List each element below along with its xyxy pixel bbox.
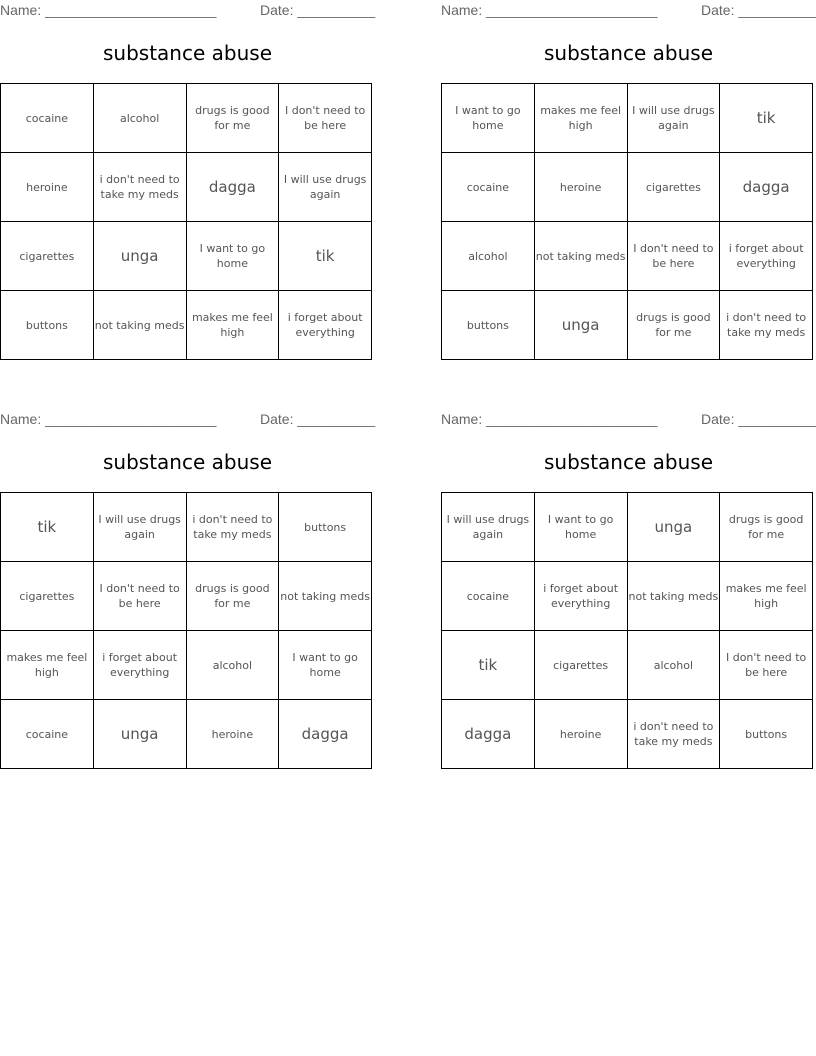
bingo-cell: i forget about everything — [279, 291, 372, 360]
bingo-cell: unga — [93, 222, 186, 291]
grid-row — [1, 153, 372, 222]
bingo-grid — [441, 83, 813, 360]
bingo-cell: drugs is good for me — [186, 84, 279, 153]
card-header — [441, 2, 816, 20]
bingo-cell: cigarettes — [627, 153, 720, 222]
grid-row — [1, 84, 372, 153]
card-header — [441, 411, 816, 429]
bingo-cell: I will use drugs again — [442, 493, 535, 562]
bingo-cell: i forget about everything — [534, 562, 627, 631]
grid-row — [442, 291, 813, 360]
card-title: substance abuse — [103, 450, 272, 474]
card-title: substance abuse — [544, 450, 713, 474]
bingo-cell: buttons — [1, 291, 94, 360]
card-title: substance abuse — [103, 41, 272, 65]
card-header — [0, 411, 375, 429]
bingo-cell: i forget about everything — [720, 222, 813, 291]
bingo-grid — [0, 492, 372, 769]
bingo-cell: drugs is good for me — [720, 493, 813, 562]
grid-row — [442, 153, 813, 222]
grid-row — [1, 700, 372, 769]
bingo-cell: I will use drugs again — [279, 153, 372, 222]
bingo-cell: buttons — [279, 493, 372, 562]
bingo-cell: alcohol — [93, 84, 186, 153]
bingo-cell: i don't need to take my meds — [186, 493, 279, 562]
bingo-cell: dagga — [720, 153, 813, 222]
grid-row — [442, 84, 813, 153]
name-field-label: Name: ______________________ — [0, 411, 217, 427]
bingo-cell: drugs is good for me — [186, 562, 279, 631]
bingo-cell: I want to go home — [279, 631, 372, 700]
bingo-cell: i don't need to take my meds — [627, 700, 720, 769]
bingo-cell: I don't need to be here — [93, 562, 186, 631]
bingo-cell: alcohol — [627, 631, 720, 700]
bingo-cell: i forget about everything — [93, 631, 186, 700]
bingo-cell: unga — [627, 493, 720, 562]
bingo-cell: makes me feel high — [534, 84, 627, 153]
name-field-label: Name: ______________________ — [441, 411, 658, 427]
bingo-cell: i don't need to take my meds — [720, 291, 813, 360]
card-title: substance abuse — [544, 41, 713, 65]
bingo-cell: heroine — [186, 700, 279, 769]
grid-row — [442, 222, 813, 291]
grid-row — [442, 631, 813, 700]
bingo-cell: buttons — [442, 291, 535, 360]
bingo-cell: I want to go home — [442, 84, 535, 153]
grid-row — [442, 562, 813, 631]
bingo-cell: not taking meds — [534, 222, 627, 291]
bingo-grid — [0, 83, 372, 360]
bingo-cell: not taking meds — [93, 291, 186, 360]
grid-row — [1, 222, 372, 291]
grid-row — [1, 291, 372, 360]
name-field-label: Name: ______________________ — [441, 2, 658, 18]
bingo-cell: dagga — [442, 700, 535, 769]
bingo-cell: heroine — [1, 153, 94, 222]
bingo-cell: tik — [279, 222, 372, 291]
bingo-cell: I want to go home — [534, 493, 627, 562]
bingo-cell: dagga — [279, 700, 372, 769]
bingo-cell: cocaine — [442, 562, 535, 631]
bingo-cell: tik — [1, 493, 94, 562]
grid-row — [1, 562, 372, 631]
bingo-cell: I don't need to be here — [720, 631, 813, 700]
grid-row — [1, 493, 372, 562]
bingo-cell: dagga — [186, 153, 279, 222]
bingo-cell: heroine — [534, 153, 627, 222]
card-header — [0, 2, 375, 20]
bingo-cell: alcohol — [186, 631, 279, 700]
bingo-cell: cocaine — [442, 153, 535, 222]
bingo-cell: tik — [442, 631, 535, 700]
bingo-cell: not taking meds — [627, 562, 720, 631]
bingo-cell: i don't need to take my meds — [93, 153, 186, 222]
bingo-cell: I want to go home — [186, 222, 279, 291]
bingo-cell: makes me feel high — [1, 631, 94, 700]
date-field-label: Date: __________ — [701, 2, 816, 18]
bingo-cell: cocaine — [1, 84, 94, 153]
bingo-cell: I don't need to be here — [627, 222, 720, 291]
bingo-cell: buttons — [720, 700, 813, 769]
bingo-cell: cocaine — [1, 700, 94, 769]
bingo-cell: I don't need to be here — [279, 84, 372, 153]
bingo-cell: makes me feel high — [186, 291, 279, 360]
bingo-cell: cigarettes — [534, 631, 627, 700]
grid-row — [1, 631, 372, 700]
date-field-label: Date: __________ — [260, 2, 376, 18]
bingo-cell: unga — [534, 291, 627, 360]
bingo-cell: drugs is good for me — [627, 291, 720, 360]
grid-row — [442, 493, 813, 562]
bingo-cell: tik — [720, 84, 813, 153]
date-field-label: Date: __________ — [701, 411, 816, 427]
bingo-cell: unga — [93, 700, 186, 769]
bingo-cell: cigarettes — [1, 222, 94, 291]
bingo-cell: I will use drugs again — [93, 493, 186, 562]
bingo-cell: alcohol — [442, 222, 535, 291]
bingo-cell: makes me feel high — [720, 562, 813, 631]
bingo-cell: I will use drugs again — [627, 84, 720, 153]
bingo-cell: not taking meds — [279, 562, 372, 631]
bingo-cell: cigarettes — [1, 562, 94, 631]
name-field-label: Name: ______________________ — [0, 2, 217, 18]
bingo-grid — [441, 492, 813, 769]
bingo-cell: heroine — [534, 700, 627, 769]
date-field-label: Date: __________ — [260, 411, 376, 427]
grid-row — [442, 700, 813, 769]
